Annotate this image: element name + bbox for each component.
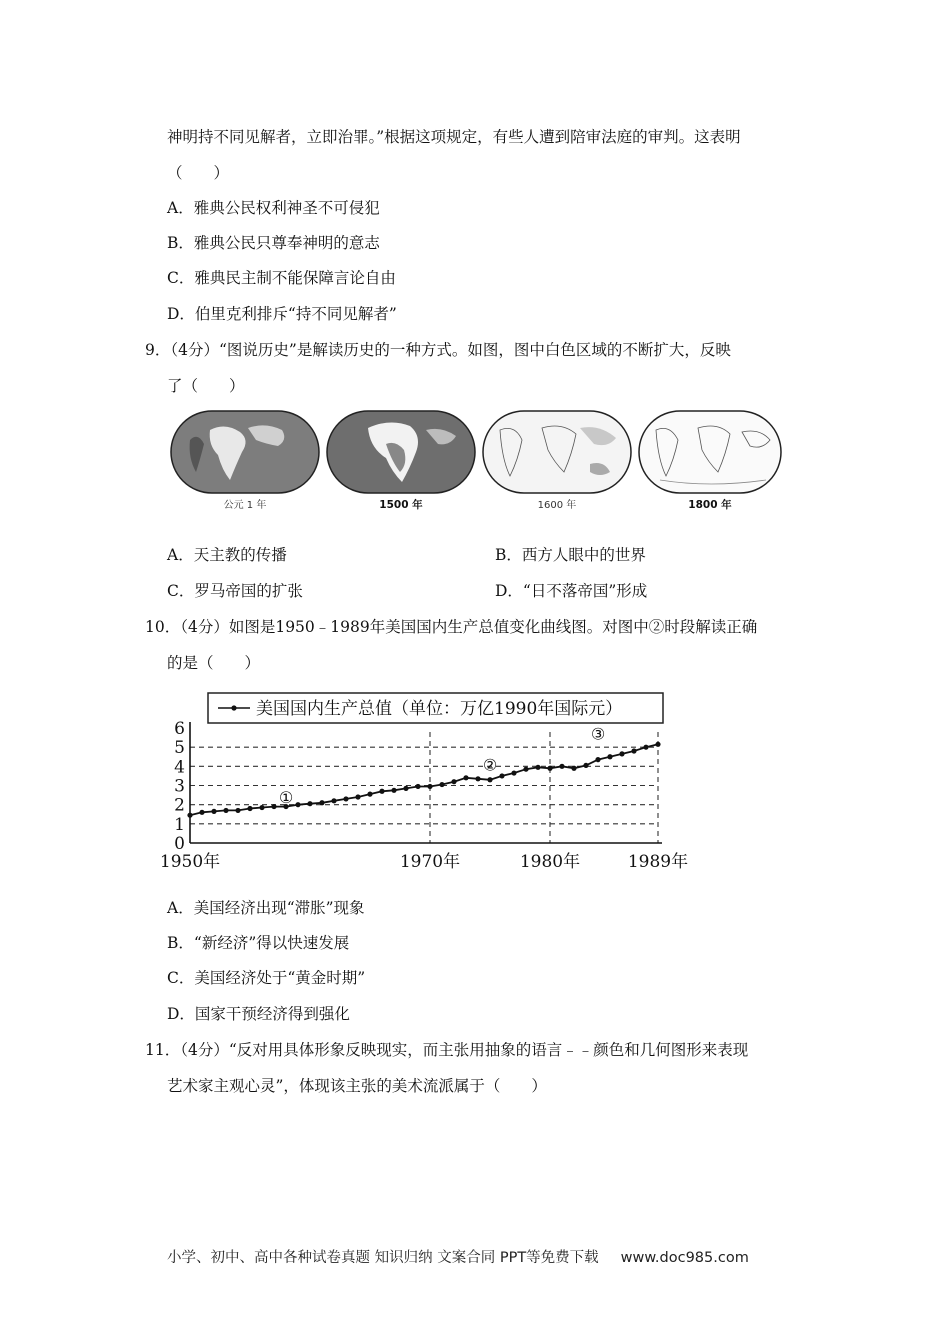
chart-x-ticks [160, 851, 688, 872]
period-marker: ② [482, 755, 498, 775]
data-point [247, 806, 252, 811]
chart-legend-text: 美国国内生产总值（单位：万亿1990年国际元） [256, 699, 623, 719]
data-point [535, 765, 540, 770]
data-point [439, 782, 444, 787]
x-tick-label: 1970年 [399, 852, 461, 872]
data-point [631, 748, 636, 753]
data-point [595, 757, 600, 762]
q8-option-d: D．伯里克利排斥“持不同见解者” [167, 305, 397, 323]
x-tick-label: 1989年 [627, 852, 689, 872]
q10-stem-line1: 10．（4分）如图是1950﹣1989年美国国内生产总值变化曲线图。对图中②时段解读正确 [145, 618, 758, 636]
map-label-4: 1800 年 [688, 499, 732, 511]
q8-paren: （ ） [167, 164, 230, 182]
y-tick-label: 6 [174, 719, 185, 739]
data-point [379, 789, 384, 794]
data-point [583, 763, 588, 768]
map-4 [639, 411, 781, 493]
map-1 [171, 411, 319, 493]
data-point [559, 764, 564, 769]
period-marker: ① [278, 787, 294, 807]
data-point [235, 808, 240, 813]
data-point [223, 808, 228, 813]
x-tick-label: 1950年 [159, 852, 221, 872]
data-point [571, 766, 576, 771]
q9-stem-line1: 9．（4分）“图说历史”是解读历史的一种方式。如图，图中白色区域的不断扩大，反映 [145, 341, 731, 359]
data-point [319, 800, 324, 805]
data-point [619, 751, 624, 756]
map-label-3: 1600 年 [537, 500, 577, 511]
data-point [391, 788, 396, 793]
data-point [343, 796, 348, 801]
chart-y-ticks [174, 719, 185, 854]
q8-stem-line: 神明持不同见解者，立即治罪。”根据这项规定，有些人遭到陪审法庭的审判。这表明 [167, 128, 741, 146]
data-point [487, 777, 492, 782]
x-tick-label: 1980年 [519, 852, 581, 872]
data-point [331, 798, 336, 803]
y-tick-label: 0 [174, 834, 185, 854]
q9-option-d: D．“日不落帝国”形成 [495, 582, 648, 600]
chart-gridlines [190, 732, 658, 843]
q10-stem-line2: 的是（ ） [167, 654, 261, 672]
map-2 [327, 411, 475, 493]
data-point [211, 809, 216, 814]
q10-option-b: B．“新经济”得以快速发展 [167, 934, 350, 952]
data-point [415, 784, 420, 789]
data-point [427, 784, 432, 789]
q9-option-a: A．天主教的传播 [167, 546, 287, 564]
y-tick-label: 3 [174, 776, 185, 797]
q10-option-c: C．美国经济处于“黄金时期” [167, 969, 366, 987]
data-point [499, 773, 504, 778]
map-label-1: 公元 1 年 [223, 500, 267, 511]
q11-stem-line2: 艺术家主观心灵”，体现该主张的美术流派属于（ ） [167, 1077, 547, 1095]
y-tick-label: 1 [174, 814, 185, 835]
q8-option-b: B．雅典公民只尊奉神明的意志 [167, 234, 380, 252]
data-point [547, 766, 552, 771]
chart-legend [208, 693, 663, 723]
q11-stem-line1: 11．（4分）“反对用具体形象反映现实，而主张用抽象的语言﹣﹣颜色和几何图形来表现 [145, 1041, 749, 1059]
period-marker: ③ [590, 724, 606, 744]
q10-option-a: A．美国经济出现“滞胀”现象 [167, 899, 365, 917]
data-point [307, 801, 312, 806]
data-point [355, 794, 360, 799]
footer-text: 小学、初中、高中各种试卷真题 知识归纳 文案合同 PPT等免费下载 [167, 1250, 599, 1266]
y-tick-label: 2 [174, 795, 185, 816]
data-point [655, 742, 660, 747]
data-point [451, 779, 456, 784]
data-point [259, 805, 264, 810]
y-tick-label: 5 [174, 738, 185, 759]
gdp-line-chart [159, 690, 689, 875]
q9-option-b: B．西方人眼中的世界 [495, 546, 646, 564]
q8-option-a: A．雅典公民权利神圣不可侵犯 [167, 199, 380, 217]
data-point [295, 802, 300, 807]
data-point [271, 804, 276, 809]
data-point [199, 810, 204, 815]
data-point [643, 745, 648, 750]
data-point [475, 776, 480, 781]
map-3 [483, 411, 631, 493]
data-point [367, 792, 372, 797]
chart-series-gdp [187, 742, 660, 818]
data-point [607, 754, 612, 759]
data-point [463, 775, 468, 780]
page-footer [167, 1246, 749, 1267]
q9-option-c: C．罗马帝国的扩张 [167, 582, 303, 600]
q8-option-c: C．雅典民主制不能保障言论自由 [167, 269, 396, 287]
footer-url[interactable]: www.doc985.com [620, 1250, 749, 1266]
data-point [187, 813, 192, 818]
q10-option-d: D．国家干预经济得到强化 [167, 1005, 350, 1023]
data-point [523, 767, 528, 772]
world-maps-figure [170, 410, 782, 520]
q9-stem-line2: 了（ ） [167, 377, 245, 395]
map-label-2: 1500 年 [379, 499, 423, 511]
data-point [511, 770, 516, 775]
data-point [403, 786, 408, 791]
y-tick-label: 4 [174, 757, 185, 778]
